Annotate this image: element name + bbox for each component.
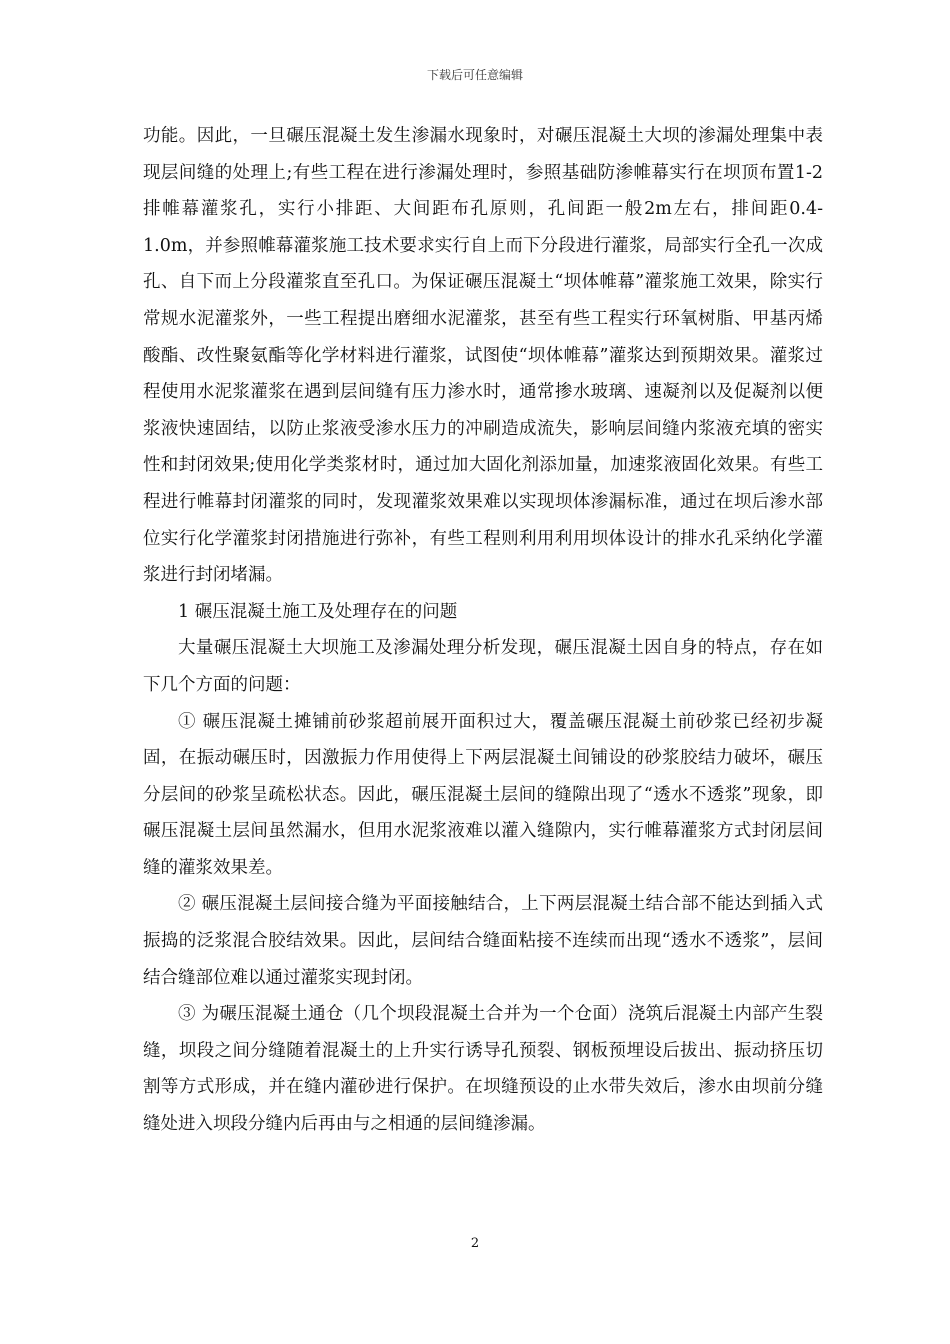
paragraph-item-3: ③ 为碾压混凝土通仓（几个坝段混凝土合并为一个仓面）浇筑后混凝土内部产生裂缝，坝段之间分缝随着混凝土的上升实行诱导孔预裂、钢板预埋设后拔出、振动挤压切割等方式形成，并在缝内灌砂进行保护。在坝缝预设的止水带失效后，渗水由坝前分缝缝处进入坝段分缝内后再由与之相通的层间缝渗漏。 [143, 1004, 823, 1135]
paragraph-intro: 大量碾压混凝土大坝施工及渗漏处理分析发现，碾压混凝土因自身的特点，存在如下几个方面的问题： [143, 638, 823, 695]
paragraph-item-2: ② 碾压混凝土层间接合缝为平面接触结合，上下两层混凝土结合部不能达到插入式振捣的泛浆混合胶结效果。因此，层间结合缝面粘接不连续而出现“透水不透浆”，层间结合缝部位难以通过灌浆实现封闭。 [143, 894, 823, 988]
page-header: 下载后可任意编辑 [426, 68, 523, 82]
paragraph-continuation: 功能。因此，一旦碾压混凝土发生渗漏水现象时，对碾压混凝土大坝的渗漏处理集中表现层间缝的处理上;有些工程在进行渗漏处理时，参照基础防渗帷幕实行在坝顶布置1-2排帷幕灌浆孔，实行小排距、大间距布孔原则，孔间距一般2m左右，排间距0.4-1.0m，并参照帷幕灌浆施工技术要求实行自上而下分段进行灌浆，局部实行全孔一次成孔、自下而上分段灌浆直至孔口。为保证碾压混凝土“坝体帷幕”灌浆施工效果，除实行常规水泥灌浆外，一些工程提出磨细水泥灌浆，甚至有些工程实行环氧树脂、甲基丙烯酸酯、改性聚氨酯等化学材料进行灌浆，试图使“坝体帷幕”灌浆达到预期效果。灌浆过程使用水泥浆灌浆在遇到层间缝有压力渗水时，通常掺水玻璃、速凝剂以及促凝剂以便浆液快速固结，以防止浆液受渗水压力的冲刷造成流失，影响层间缝内浆液充填的密实性和封闭效果;使用化学类浆材时，通过加大固化剂添加量，加速浆液固化效果。有些工程进行帷幕封闭灌浆的同时，发现灌浆效果难以实现坝体渗漏标准，通过在坝后渗水部位实行化学灌浆封闭措施进行弥补，有些工程则利用利用坝体设计的排水孔采纳化学灌浆进行封闭堵漏。 [143, 126, 823, 586]
paragraph-item-1: ① 碾压混凝土摊铺前砂浆超前展开面积过大，覆盖碾压混凝土前砂浆已经初步凝固，在振动碾压时，因激振力作用使得上下两层混凝土间铺设的砂浆胶结力破坏，碾压分层间的砂浆呈疏松状态。因此，碾压混凝土层间的缝隙出现了“透水不透浆”现象，即碾压混凝土层间虽然漏水，但用水泥浆液难以灌入缝隙内，实行帷幕灌浆方式封闭层间缝的灌浆效果差。 [143, 711, 823, 878]
page-number: 2 [470, 1236, 480, 1251]
document-body [143, 118, 823, 1143]
section-heading: 1 碾压混凝土施工及处理存在的问题 [178, 601, 458, 622]
